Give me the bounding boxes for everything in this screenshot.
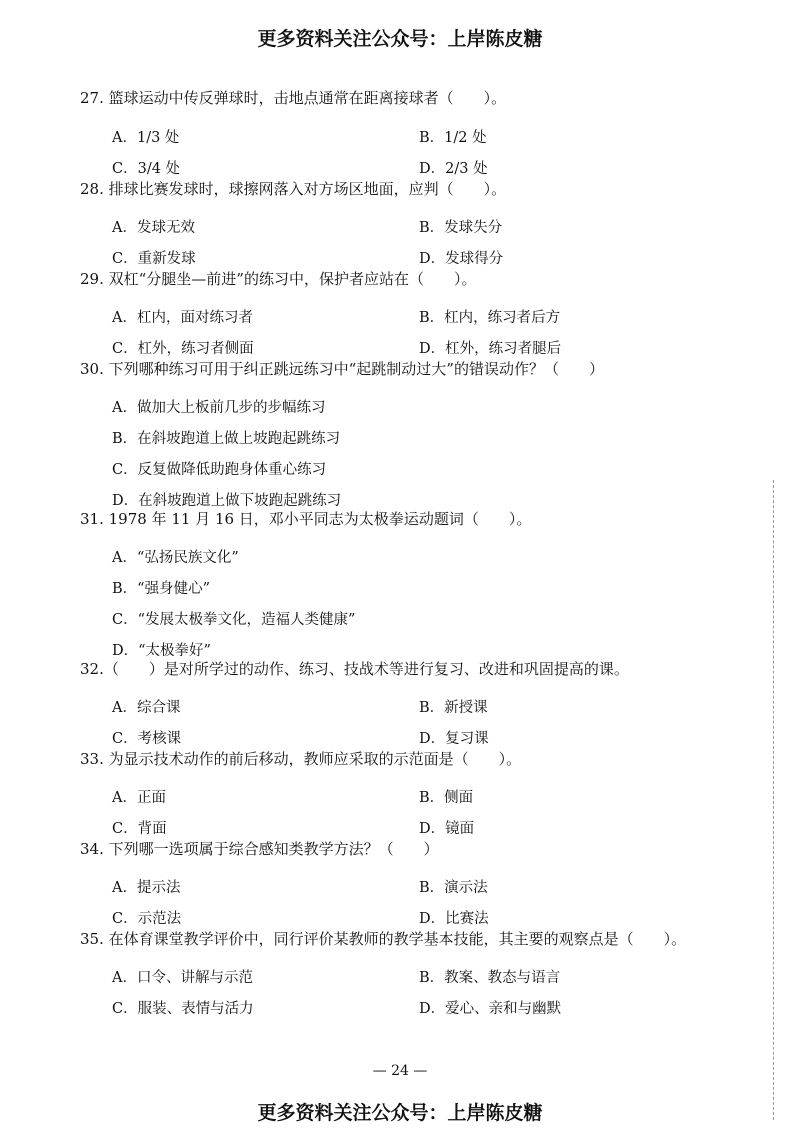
option-29-c: C．杠外，练习者侧面 (112, 341, 254, 357)
option-27-b: B．1/2 处 (419, 130, 487, 146)
option-29-a: A．杠内，面对练习者 (112, 310, 253, 326)
question-28: 28. 排球比赛发球时，球擦网落入对方场区地面，应判（ ）。 (80, 180, 507, 198)
option-27-c: C．3/4 处 (112, 161, 181, 177)
option-31-a: A．“弘扬民族文化” (112, 550, 239, 566)
option-33-d: D．镜面 (419, 821, 475, 837)
option-30-d: D．在斜坡跑道上做下坡跑起跳练习 (112, 493, 342, 509)
option-28-c: C．重新发球 (112, 251, 196, 267)
option-30-b: B．在斜坡跑道上做上坡跑起跳练习 (112, 431, 341, 447)
option-29-d: D．杠外，练习者腿后 (419, 341, 562, 357)
option-32-b: B．新授课 (419, 700, 488, 716)
option-35-d: D．爱心、亲和与幽默 (419, 1001, 562, 1017)
option-35-a: A．口令、讲解与示范 (112, 970, 253, 986)
option-35-b: B．教案、教态与语言 (419, 970, 561, 986)
option-29-b: B．杠内，练习者后方 (419, 310, 561, 326)
header-banner: 更多资料关注公众号：上岸陈皮糖 (257, 28, 543, 50)
option-28-b: B．发球失分 (419, 220, 503, 236)
option-32-a: A．综合课 (112, 700, 181, 716)
question-31: 31. 1978 年 11 月 16 日，邓小平同志为太极拳运动题词（ ）。 (80, 510, 532, 528)
option-30-a: A．做加大上板前几步的步幅练习 (112, 400, 326, 416)
option-34-b: B．演示法 (419, 880, 488, 896)
option-27-a: A．1/3 处 (112, 130, 180, 146)
question-30: 30. 下列哪种练习可用于纠正跳远练习中“起跳制动过大”的错误动作？（ ） (80, 360, 604, 378)
option-30-c: C．反复做降低助跑身体重心练习 (112, 462, 327, 478)
option-33-b: B．侧面 (419, 790, 474, 806)
question-27: 27. 篮球运动中传反弹球时，击地点通常在距离接球者（ ）。 (80, 89, 507, 107)
option-31-b: B．“强身健心” (112, 581, 210, 597)
option-28-a: A．发球无效 (112, 220, 195, 236)
question-29: 29. 双杠“分腿坐—前进”的练习中，保护者应站在（ ）。 (80, 270, 477, 288)
option-33-a: A．正面 (112, 790, 166, 806)
option-32-c: C．考核课 (112, 731, 182, 747)
question-35: 35. 在体育课堂教学评价中，同行评价某教师的教学基本技能，其主要的观察点是（ ）。 (80, 930, 687, 948)
option-34-c: C．示范法 (112, 911, 182, 927)
question-33: 33. 为显示技术动作的前后移动，教师应采取的示范面是（ ）。 (80, 750, 522, 768)
question-32: 32.（ ）是对所学过的动作、练习、技战术等进行复习、改进和巩固提高的课。 (80, 660, 629, 678)
scan-edge-line (773, 480, 774, 1120)
option-35-c: C．服装、表情与活力 (112, 1001, 254, 1017)
option-31-d: D．“太极拳好” (112, 643, 211, 659)
option-34-a: A．提示法 (112, 880, 181, 896)
option-34-d: D．比赛法 (419, 911, 489, 927)
option-31-c: C．“发展太极拳文化，造福人类健康” (112, 612, 356, 628)
footer-banner: 更多资料关注公众号：上岸陈皮糖 (257, 1102, 543, 1124)
option-32-d: D．复习课 (419, 731, 489, 747)
option-27-d: D．2/3 处 (419, 161, 488, 177)
question-34: 34. 下列哪一选项属于综合感知类教学方法？（ ） (80, 840, 439, 858)
option-33-c: C．背面 (112, 821, 167, 837)
option-28-d: D．发球得分 (419, 251, 504, 267)
page-number: — 24 — (372, 1063, 428, 1079)
